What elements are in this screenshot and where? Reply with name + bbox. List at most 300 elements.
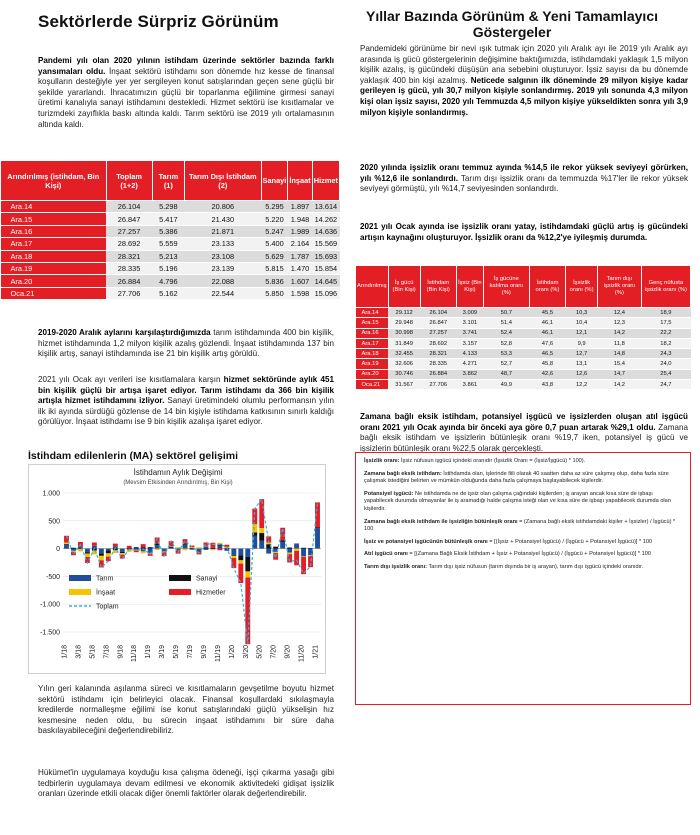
table1-row [1, 213, 340, 225]
left-p1-text: İnşaat sektörü istihdamı son dönemde hız kesse de finansal koşulların desteğiyle yer yer sergileyen konut satışlarından geçen sene güçlü bir şekilde yararlandı. İhracatımızın güçlü bir toparlanma eğilimine girmesi sanayi üretimi kanalıyla sanayi istihdamını destekledi. Hizmet sektörü ise kısıtlamalar ve turizmdeki zayıflıkla baskı altında kaldı. Tarım sektörü ise 2019 yılı ortalamasının altında kaldı. [38, 66, 335, 129]
table2-cell: 12,4 [597, 308, 641, 318]
y-tick-label: -1.500 [40, 629, 60, 637]
bar-i̇nşaat [85, 554, 90, 557]
table2-header-6: İşsizlik oranı (%) [566, 266, 598, 308]
table1-row [1, 201, 340, 213]
table2-cell: 49,9 [483, 380, 529, 390]
left-p3-bold: hizmet sektöründe aylık 451 bin kişilik güçlü bir artışa işaret ediyor. Tarım istihdamı da 366 bin kişilik artışla hizmet istihdamını izliyor. [38, 375, 334, 406]
definition-item [364, 539, 682, 547]
right-p1-text: Pandemideki görünüme bir nevi ışık tutmak için 2020 yılı Aralık ayı ile 2019 yılı Aralık ayı arasında iş gücü göstergelerinin değişimine baktığımızda, istihdamdaki yaklaşık 1,5 milyon kişilik azalış, iş gücündeki düşüşün ana sebebini oluşturuyor. İşsiz sayısı da bu dönemde yaklaşık 400 bin kişi azalmış. [360, 44, 688, 85]
table2-cell: 48,7 [483, 369, 529, 379]
table2-row-label: Ara.15 [356, 318, 389, 328]
table1-cell: 5.836 [261, 275, 288, 287]
table1-header-2: Tarım (1) [152, 161, 184, 201]
table1-cell: 28.335 [106, 262, 152, 274]
x-tick-label: 1/21 [312, 645, 320, 659]
x-tick-label: 9/20 [284, 645, 292, 659]
table2-cell: 3.862 [456, 369, 483, 379]
right-p4-bold: Zamana bağlı eksik istihdam, potansiyel işgücü ve işsizlerden oluşan atıl işgücü oranı 2021 yılı Ocak ayında bir önceki aya göre 0,7 puan artarak %29,1 oldu. [360, 412, 688, 432]
table1-cell: 15.569 [312, 238, 339, 250]
table1-cell: 23.139 [185, 262, 261, 274]
table2-cell: 24,7 [641, 380, 690, 390]
table1-row [1, 262, 340, 274]
table2-cell: 28.335 [420, 359, 456, 369]
bar-sanayi [273, 547, 278, 549]
bar-hizmetler [217, 549, 222, 551]
bar-tarım [134, 547, 139, 549]
chart-heading: İstihdam edilenlerin (MA) sektörel gelişimi [28, 450, 239, 462]
bar-tarım [259, 541, 264, 549]
bar-hizmetler [210, 543, 215, 548]
bar-i̇nşaat [259, 528, 264, 533]
bar-i̇nşaat [238, 560, 243, 563]
table2-cell: 32.606 [388, 359, 420, 369]
bar-hizmetler [252, 509, 257, 525]
table2-cell: 31.567 [388, 380, 420, 390]
table2-row [356, 308, 691, 318]
bar-tarım [217, 546, 222, 549]
table2-cell: 10,3 [566, 308, 598, 318]
x-tick-label: 1/18 [61, 645, 69, 659]
table1-cell: 5.417 [152, 213, 184, 225]
table2-cell: 46,1 [529, 328, 566, 338]
table2-cell: 12,1 [566, 328, 598, 338]
bar-sanayi [71, 548, 76, 549]
table1-cell: 15.096 [312, 287, 339, 299]
table2-cell: 3.157 [456, 338, 483, 348]
bar-sanayi [120, 552, 125, 553]
bar-sanayi [259, 533, 264, 541]
right-p4-text: Zamana bağlı eksik istihdam ve işsizlerin bütünleşik oranı %19,7 iken, potansiyel iş gücü ve işsizlerin bütünleşik oranı %22,5 olarak gerçekleşti. [360, 422, 688, 453]
definition-item [364, 564, 682, 572]
definition-term: Zamana bağlı eksik istihdam: [364, 470, 442, 477]
bar-i̇nşaat [301, 556, 306, 557]
definition-text: = (Zamana bağlı eksik istihdamdaki kişiler + İşsizler) / İşgücü) * 100 [364, 518, 676, 533]
bar-tarım [99, 549, 104, 554]
table2-cell: 17,5 [641, 318, 690, 328]
table1-row-label: Ara.17 [1, 238, 107, 250]
right-p1-bold: Neticede salgının ilk döneminde 29 milyon kişiye kadar gerileyen iş gücü, yılı 30,7 milyon kişiyle sonlandırmış. 2019 yılı sonunda 4,3 milyon kişi olan işsiz sayısı, 2020 yılı Temmuzda 4,5 milyon kişiye yükseldikten sonra yılı 3,9 milyon kişiyle sonlandırmış. [360, 75, 688, 117]
table1-cell: 23.108 [185, 250, 261, 262]
table1-cell: 14.645 [312, 275, 339, 287]
table1-cell: 13.614 [312, 201, 339, 213]
table2-cell: 28.692 [420, 338, 456, 348]
bar-sanayi [294, 544, 299, 545]
table1-row-label: Oca.21 [1, 287, 107, 299]
x-tick-label: 11/19 [214, 645, 222, 662]
bar-sanayi [315, 527, 320, 528]
table1-row-label: Ara.19 [1, 262, 107, 274]
left-p3-text-a: 2021 yılı Ocak ayı verileri ise kısıtlamalara karşın [38, 375, 224, 384]
table1-cell: 27.257 [106, 225, 152, 237]
table2-cell: 3.009 [456, 308, 483, 318]
y-tick-label: 500 [48, 518, 60, 526]
definition-term: Tarım dışı işsizlik oranı: [364, 563, 428, 570]
chart-svg [29, 465, 327, 675]
table2-cell: 13,1 [566, 359, 598, 369]
table1-cell: 1.787 [288, 250, 312, 262]
left-paragraph-1 [38, 56, 334, 130]
x-tick-label: 3/19 [159, 645, 167, 659]
bar-tarım [294, 544, 299, 548]
x-tick-label: 7/20 [270, 645, 278, 659]
bar-tarım [120, 549, 125, 552]
table1-cell: 5.295 [261, 201, 288, 213]
table2-cell: 32.455 [388, 349, 420, 359]
bar-tarım [210, 549, 215, 550]
table1-header-1: Toplam (1+2) [106, 161, 152, 201]
right-paragraph-1 [360, 44, 688, 118]
table1-cell: 5.815 [261, 262, 288, 274]
table2-cell: 11,8 [597, 338, 641, 348]
table1-cell: 1.598 [288, 287, 312, 299]
table2-cell: 12,7 [566, 349, 598, 359]
bar-sanayi [85, 552, 90, 553]
definitions-box [355, 452, 691, 705]
table2-cell: 46,1 [529, 318, 566, 328]
table2-cell: 51,4 [483, 318, 529, 328]
y-tick-label: -1.000 [40, 601, 60, 609]
legend-label: İnşaat [96, 589, 116, 597]
left-p2-text: tarım istihdamında 400 bin kişilik, hizmet istihdamında 1,2 milyon kişilik azalış gözlendi. İnşaat istihdamında 137 bin kişilik artış, sanayi istihdamında ise 21 bin kişilik artış görüldü. [38, 328, 335, 359]
right-paragraph-4 [360, 412, 688, 454]
table2-cell: 42,6 [529, 369, 566, 379]
bar-i̇nşaat [210, 549, 215, 550]
right-section-title: Yıllar Bazında Görünüm & Yeni Tamamlayıcı Göstergeler [365, 8, 659, 40]
bar-tarım [169, 547, 174, 548]
y-tick-label: 0 [56, 546, 60, 554]
bar-sanayi [238, 555, 243, 560]
table1-cell: 26.104 [106, 201, 152, 213]
bar-tarım [106, 549, 111, 551]
x-tick-label: 11/20 [298, 645, 306, 662]
table1-row [1, 250, 340, 262]
x-tick-label: 3/18 [75, 645, 83, 659]
definition-term: Atıl işgücü oranı [364, 551, 408, 558]
table2-cell: 3.861 [456, 380, 483, 390]
x-tick-label: 3/20 [242, 645, 250, 659]
table1-cell: 22.088 [185, 275, 261, 287]
legend-swatch-hizmetler [169, 589, 191, 595]
table2-cell: 14,7 [597, 369, 641, 379]
table2-cell: 18,9 [641, 308, 690, 318]
legend-label: Sanayi [196, 575, 218, 583]
bar-i̇nşaat [176, 547, 181, 548]
bar-sanayi [148, 547, 153, 548]
bar-sanayi [287, 547, 292, 548]
definition-item [364, 519, 682, 534]
table2-cell: 46,5 [529, 349, 566, 359]
left-p3-text: Sanayi üretimindeki olumlu performansın yılın ilk iki ayında sürdüğü gözlense de 14 bin kişiyle istihdama katkısının sınırlı kaldığı görülüyor. İnşaat istihdamı ise 9 bin kişilik azalışa işaret ediyor. [38, 396, 335, 427]
table1-cell: 15.854 [312, 262, 339, 274]
table1-row-label: Ara.14 [1, 201, 107, 213]
table2-row-label: Ara.20 [356, 369, 389, 379]
table2-cell: 14,2 [597, 328, 641, 338]
table2-row-label: Ara.17 [356, 338, 389, 348]
table1-row [1, 238, 340, 250]
legend-swatch-tarım [69, 575, 91, 581]
definition-item [364, 551, 682, 559]
chart-subtitle: (Mevsim Etkisinden Arındırılmış, Bin Kişi) [123, 480, 233, 486]
definition-term: İşsiz ve potansiyel işgücünün bütünleşik oranı [364, 538, 488, 545]
table2-cell: 31.849 [388, 338, 420, 348]
bar-i̇nşaat [294, 549, 299, 551]
bar-tarım [245, 549, 250, 557]
table1-header-3: Tarım Dışı İstihdam (2) [185, 161, 261, 201]
table1-cell: 1.470 [288, 262, 312, 274]
bar-tarım [224, 549, 229, 551]
bar-tarım [266, 549, 271, 554]
table1-row [1, 225, 340, 237]
table2-cell: 52,8 [483, 338, 529, 348]
table2-header-7: Tarım dışı işsizlik oranı (%) [597, 266, 641, 308]
legend-swatch-i̇nşaat [69, 589, 91, 595]
table1-cell: 5.213 [152, 250, 184, 262]
bar-tarım [183, 545, 188, 549]
bar-sanayi [99, 554, 104, 556]
bar-i̇nşaat [64, 542, 69, 544]
table2-row [356, 338, 691, 348]
table1-cell: 5.298 [152, 201, 184, 213]
table2-header-2: İstihdam (Bin Kişi) [420, 266, 456, 308]
bar-sanayi [106, 550, 111, 553]
table2-cell: 24,3 [641, 349, 690, 359]
table1-cell: 1.948 [288, 213, 312, 225]
table2-cell: 14,8 [597, 349, 641, 359]
y-tick-label: -500 [45, 573, 60, 581]
table1-row [1, 287, 340, 299]
table2-cell: 26.884 [420, 369, 456, 379]
table1-cell: 1.607 [288, 275, 312, 287]
table2-cell: 50,7 [483, 308, 529, 318]
table2-cell: 18,2 [641, 338, 690, 348]
table2-header-0: Arındırılmış [356, 266, 389, 308]
right-paragraph-3 [360, 222, 688, 243]
bar-sanayi [134, 549, 139, 550]
table2-row-label: Ara.16 [356, 328, 389, 338]
table2-cell: 4.271 [456, 359, 483, 369]
table2-cell: 30.998 [388, 328, 420, 338]
table2-row [356, 349, 691, 359]
table1-row-label: Ara.16 [1, 225, 107, 237]
table1-cell: 2.164 [288, 238, 312, 250]
employment-sector-table [0, 160, 340, 300]
bar-i̇nşaat [280, 549, 285, 550]
right-p3-bold: 2021 yılı Ocak ayında ise işsizlik oranı yatay, istihdamdaki güçlü artış iş gücündeki artışın kaynağını oluşturuyor. İşsizlik oranı da %12,2'ye iyileşmiş durumda. [360, 222, 688, 242]
y-tick-label: 1.000 [42, 490, 60, 498]
table2-row [356, 380, 691, 390]
table2-row [356, 318, 691, 328]
x-tick-label: 5/18 [89, 645, 97, 659]
bar-i̇nşaat [315, 549, 320, 550]
table1-cell: 5.559 [152, 238, 184, 250]
bar-i̇nşaat [99, 556, 104, 560]
definition-term: Potansiyel işgücü: [364, 490, 414, 497]
x-tick-label: 5/19 [173, 645, 181, 659]
table1-cell: 20.806 [185, 201, 261, 213]
x-tick-label: 7/18 [103, 645, 111, 659]
table2-header-4: İş gücüne katılma oranı (%) [483, 266, 529, 308]
table2-cell: 45,5 [529, 308, 566, 318]
table1-cell: 22.544 [185, 287, 261, 299]
table1-cell: 26.884 [106, 275, 152, 287]
table1-header-4: Sanayi [261, 161, 288, 201]
table2-cell: 30.746 [388, 369, 420, 379]
table2-cell: 43,8 [529, 380, 566, 390]
definition-term: Zamana bağlı eksik istihdam ile işsizliğin bütünleşik oranı [364, 518, 518, 525]
bar-i̇nşaat [183, 549, 188, 551]
table2-row [356, 369, 691, 379]
table2-cell: 45,8 [529, 359, 566, 369]
table1-cell: 21.430 [185, 213, 261, 225]
table2-cell: 3.741 [456, 328, 483, 338]
left-p2-bold: 2019-2020 Aralık aylarını karşılaştırdığımızda [38, 328, 211, 337]
definition-text: Tarım dışı işsiz nüfusun (tarım dışında bir iş arayan), tarım dışı işgücü içindeki oranıdır. [427, 563, 644, 570]
table1-cell: 23.133 [185, 238, 261, 250]
table2-cell: 27.257 [420, 328, 456, 338]
table1-header-0: Arındırılmış (istihdam, Bin Kişi) [1, 161, 107, 201]
bar-sanayi [210, 548, 215, 549]
employment-change-chart [28, 464, 326, 674]
definition-text: Ne istihdamda ne de işsiz olan çalışma çağındaki kişilerden; iş arayan ancak kısa süre de işbaşı yapabilecek durumda olmayanlar ile iş aramadığı halde çalışma isteği olan ve kısa süre de işbaşı yapabilecek durumda olan kişilerdir. [364, 490, 671, 512]
legend-label: Tarım [96, 575, 114, 583]
bar-tarım [301, 549, 306, 557]
table2-cell: 22,2 [641, 328, 690, 338]
table2-cell: 26.104 [420, 308, 456, 318]
bar-tarım [162, 549, 167, 551]
left-section-title: Sektörlerde Sürpriz Görünüm [38, 12, 279, 31]
table1-cell: 1.897 [288, 201, 312, 213]
bar-hizmetler [92, 542, 97, 545]
table2-cell: 24,0 [641, 359, 690, 369]
table1-cell: 5.386 [152, 225, 184, 237]
table1-cell: 5.247 [261, 225, 288, 237]
bar-sanayi [280, 541, 285, 542]
legend-label: Hizmetler [196, 589, 226, 597]
table2-cell: 53,3 [483, 349, 529, 359]
table1-cell: 26.847 [106, 213, 152, 225]
table2-row [356, 328, 691, 338]
chart-title: İstihdamın Aylık Değişimi [133, 468, 223, 477]
definition-item [364, 491, 682, 514]
table2-cell: 12,2 [566, 380, 598, 390]
table2-cell: 10,4 [566, 318, 598, 328]
bar-i̇nşaat [197, 547, 202, 548]
table2-header-8: Genç nüfusta işsizlik oranı (%) [641, 266, 690, 308]
right-p2-text: Tarım dışı işsizlik oranı da temmuzda %17'ler ile rekor yüksek seviyeyi görmüştü, yılı %14,7 seviyesinden sonlandırdı. [360, 173, 688, 194]
table1-cell: 14.636 [312, 225, 339, 237]
table2-cell: 14,2 [597, 380, 641, 390]
bar-i̇nşaat [120, 553, 125, 555]
table1-cell: 14.262 [312, 213, 339, 225]
x-tick-label: 11/18 [131, 645, 139, 662]
bar-i̇nşaat [106, 553, 111, 556]
table1-cell: 5.220 [261, 213, 288, 225]
table2-cell: 3.101 [456, 318, 483, 328]
table2-cell: 4.133 [456, 349, 483, 359]
table2-cell: 9,9 [566, 338, 598, 348]
table2-row-label: Oca.21 [356, 380, 389, 390]
definition-text: = [(İşsiz + Potansiyel İşgücü) / (İşgücü + Potansiyel İşgücü)] * 100 [487, 538, 653, 545]
legend-label: Toplam [96, 603, 119, 611]
definition-text: = [(Zamana Bağlı Eksik İstihdam + İşsiz + Potansiyel İşgücü) / (İşgücü + Potansiyel İşgücü)] * 100 [407, 551, 651, 558]
left-p1-bold: Pandemi yılı olan 2020 yılının istihdam üzerinde sektörler bazında farklı yansımaları oldu. [38, 56, 334, 76]
table2-cell: 26.847 [420, 318, 456, 328]
bar-hizmetler [113, 544, 118, 547]
x-tick-label: 9/18 [117, 645, 125, 659]
table1-cell: 27.706 [106, 287, 152, 299]
table1-row-label: Ara.18 [1, 250, 107, 262]
bar-sanayi [169, 547, 174, 548]
x-tick-label: 1/19 [145, 645, 153, 659]
bar-i̇nşaat [190, 547, 195, 548]
left-paragraph-4: Yılın geri kalanında aşılanma süreci ve kısıtlamaların gevşetilme boyutu hizmet sektörü istihdamı için belirleyici olacak. Finansal koşullardaki sıkılaşmayla kredilerde normalleşme eğilimi ise konut satışlarındaki güçlü yükselişin hız kesmesine neden oldu, bu sürecin inşaat istihdamını bir süre daha baskılayabileceğini değerlendirebiliriz. [38, 684, 334, 736]
table2-row-label: Ara.18 [356, 349, 389, 359]
bar-tarım [155, 545, 160, 548]
x-tick-label: 9/19 [200, 645, 208, 659]
table2-header-3: İşsiz (Bin Kişi) [456, 266, 483, 308]
bar-tarım [85, 549, 90, 553]
table2-cell: 15,4 [597, 359, 641, 369]
table1-cell: 28.692 [106, 238, 152, 250]
x-tick-label: 1/20 [228, 645, 236, 659]
bar-sanayi [127, 548, 132, 549]
bar-hizmetler [127, 546, 132, 548]
bar-sanayi [204, 549, 209, 550]
right-p2-bold: 2020 yılında işsizlik oranı temmuz ayında %14,5 ile rekor yüksek seviyeyi görürken, yılı %12,6 ile sonlandırdı. [360, 163, 688, 183]
table1-cell: 28.321 [106, 250, 152, 262]
bar-hizmetler [294, 551, 299, 565]
table1-cell: 5.400 [261, 238, 288, 250]
table1-cell: 5.629 [261, 250, 288, 262]
table1-row-label: Ara.15 [1, 213, 107, 225]
left-paragraph-3 [38, 375, 334, 428]
bar-tarım [238, 549, 243, 556]
table1-row [1, 275, 340, 287]
definition-item [364, 471, 682, 486]
table1-cell: 5.196 [152, 262, 184, 274]
table1-cell: 1.989 [288, 225, 312, 237]
table1-header-6: Hizmet [312, 161, 339, 201]
table2-header-5: İstihdam oranı (%) [529, 266, 566, 308]
left-paragraph-5: Hükümet'in uygulamaya koyduğu kısa çalışma ödeneği, işçi çıkarma yasağı gibi tedbirlerin uygulamaya devam edilmesi ve ekonomik aktivitedeki gidişat işsizlik oranları üzerinde etkili olacak diğer önemli faktörler olarak değerlendirebilir. [38, 768, 334, 799]
table2-cell: 28.321 [420, 349, 456, 359]
bar-tarım [64, 545, 69, 548]
x-tick-label: 5/20 [256, 645, 264, 659]
table2-row-label: Ara.19 [356, 359, 389, 369]
table1-cell: 5.850 [261, 287, 288, 299]
bar-i̇nşaat [252, 524, 257, 532]
definition-text: İstihdamda olan, işlerinde fiili olarak 40 saatten daha az süre çalışmış olup, daha fazla süre çalışmak istediğini belirten ve mümkün olduğunda daha fazla çalışmaya başlayabilecek kişilerdir. [364, 470, 669, 485]
right-paragraph-2 [360, 163, 688, 195]
bar-i̇nşaat [245, 571, 250, 577]
bar-sanayi [301, 548, 306, 549]
table2-cell: 52,4 [483, 328, 529, 338]
table2-cell: 29.948 [388, 318, 420, 328]
table2-cell: 52,7 [483, 359, 529, 369]
table2-row [356, 359, 691, 369]
bar-hizmetler [134, 551, 139, 553]
table1-row-label: Ara.20 [1, 275, 107, 287]
table1-header-5: İnşaat [288, 161, 312, 201]
bar-sanayi [231, 555, 236, 556]
bar-i̇nşaat [155, 549, 160, 550]
legend-swatch-sanayi [169, 575, 191, 581]
bar-sanayi [64, 544, 69, 545]
bar-tarım [315, 528, 320, 548]
table2-cell: 27.706 [420, 380, 456, 390]
table2-cell: 25,4 [641, 369, 690, 379]
